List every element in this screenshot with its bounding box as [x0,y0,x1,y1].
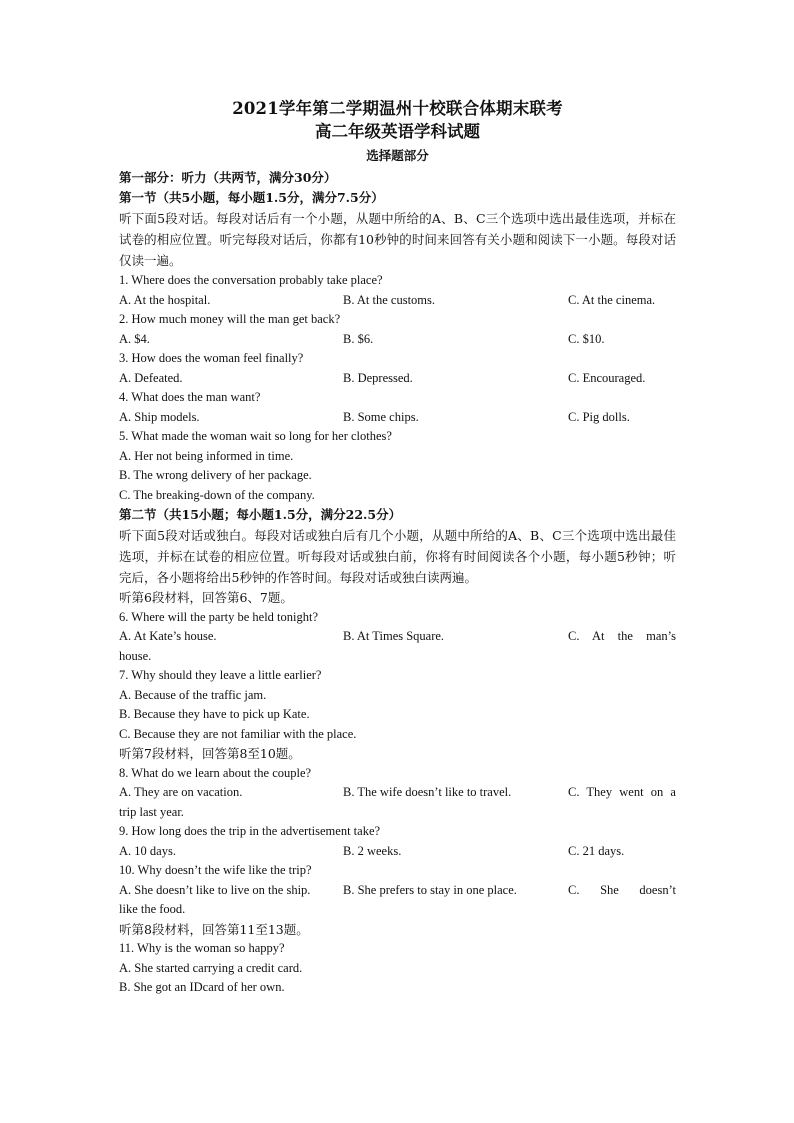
question-block-7 [119,666,676,744]
option-c: C. 21 days. [568,843,625,858]
option-b: B. At Times Square. [343,629,445,643]
exam-subject-title: 高二年级英语学科试题 [315,122,480,141]
question-block [119,271,676,310]
option-b: B. Some chips. [343,409,419,424]
question-text: 6. Where will the party be held tonight? [119,609,319,624]
question-text: 8. What do we learn about the couple? [119,765,312,780]
option-b: B. She prefers to stay in one place. [343,882,517,897]
option-c-continued: house. [119,648,152,663]
material-8-instruction: 听第8段材料，回答第11至13题。 [119,921,309,937]
option-c: C. Encouraged. [568,370,646,385]
option-a: A. Because of the traffic jam. [119,687,267,702]
option-c: C. At the man’s [568,629,676,643]
question-text: 1. Where does the conversation probably take place? [119,273,383,287]
question-text: 5. What made the woman wait so long for her clothes? [119,429,392,443]
option-c-continued: trip last year. [119,804,184,819]
question-block [119,349,676,388]
question-text: 11. Why is the woman so happy? [119,941,285,955]
question-block-6 [119,608,676,667]
section1-instructions: 听下面5段对话。每段对话后有一个小题，从题中所给的A、B、C三个选项中选出最佳选项，并标在试卷的相应位置。听完每段对话后，你都有10秒钟的时间来回答有关小题和阅读下一小题。每段对话仅读一遍。 [119,211,676,268]
option-a: A. They are on vacation. [119,785,243,799]
options-row [119,881,676,920]
options-row [119,627,676,666]
option-c: C. Because they are not familiar with the place. [119,726,357,741]
section2-heading: 第二节（共15小题；每小题1.5分，满分22.5分） [119,507,402,522]
options-row [119,291,676,311]
options-row [119,783,676,822]
option-c: C. The breaking-down of the company. [119,487,315,502]
section1-heading: 第一节（共5小题，每小题1.5分，满分7.5分） [119,190,384,205]
option-b: B. At the customs. [343,292,436,307]
section1-question-list [119,271,676,427]
question-text: 7. Why should they leave a little earlier? [119,668,322,682]
question-block-8 [119,764,676,823]
exam-page [119,98,676,998]
question-block-9 [119,822,676,861]
question-block [119,388,676,427]
option-b: B. She got an IDcard of her own. [119,980,285,994]
exam-title: 2021学年第二学期温州十校联合体期末联考 [232,99,563,118]
options-row [119,330,676,350]
question-text: 3. How does the woman feel finally? [119,351,304,365]
option-c: C. They went on a [568,785,676,799]
option-a: A. At Kate’s house. [119,629,217,643]
section2-instructions: 听下面5段对话或独白。每段对话或独白后有几个小题，从题中所给的A、B、C三个选项中选出最佳选项，并标在试卷的相应位置。听每段对话或独白前，你将有时间阅读各个小题，每小题5秒钟；听完后，各小题将给出5秒钟的作答时间。每段对话或独白读两遍。 [119,528,676,585]
option-b: B. The wife doesn’t like to travel. [343,785,512,799]
material-7-instruction: 听第7段材料，回答第8至10题。 [119,746,301,761]
option-c-continued: like the food. [119,902,186,916]
question-text: 10. Why doesn’t the wife like the trip? [119,863,312,877]
option-a: A. Defeated. [119,370,183,385]
part1-heading: 第一部分：听力（共两节，满分30分） [119,170,337,185]
option-a: A. 10 days. [119,843,176,858]
question-block-5 [119,427,676,505]
option-c: C. $10. [568,331,605,346]
option-c: C. At the cinema. [568,292,656,307]
options-row [119,842,676,862]
option-c: C. She doesn’t [568,882,676,897]
option-a: A. $4. [119,331,150,346]
option-a: A. Ship models. [119,409,200,424]
question-block [119,310,676,349]
question-text: 2. How much money will the man get back? [119,312,341,326]
options-row [119,369,676,389]
option-b: B. The wrong delivery of her package. [119,468,312,482]
question-block-11 [119,939,676,998]
option-b: B. 2 weeks. [343,843,402,858]
option-c: C. Pig dolls. [568,409,630,424]
option-b: B. Depressed. [343,370,413,385]
option-a: A. She doesn’t like to live on the ship. [119,882,311,897]
option-b: B. $6. [343,331,374,346]
options-row [119,408,676,428]
option-a: A. She started carrying a credit card. [119,960,303,975]
material-6-instruction: 听第6段材料，回答第6、7题。 [119,590,293,605]
question-block-10 [119,861,676,920]
option-b: B. Because they have to pick up Kate. [119,707,310,721]
option-a: A. At the hospital. [119,292,211,307]
question-text: 9. How long does the trip in the advertisement take? [119,824,381,838]
question-text: 4. What does the man want? [119,390,261,404]
option-a: A. Her not being informed in time. [119,448,294,463]
section-subtitle: 选择题部分 [366,148,429,163]
